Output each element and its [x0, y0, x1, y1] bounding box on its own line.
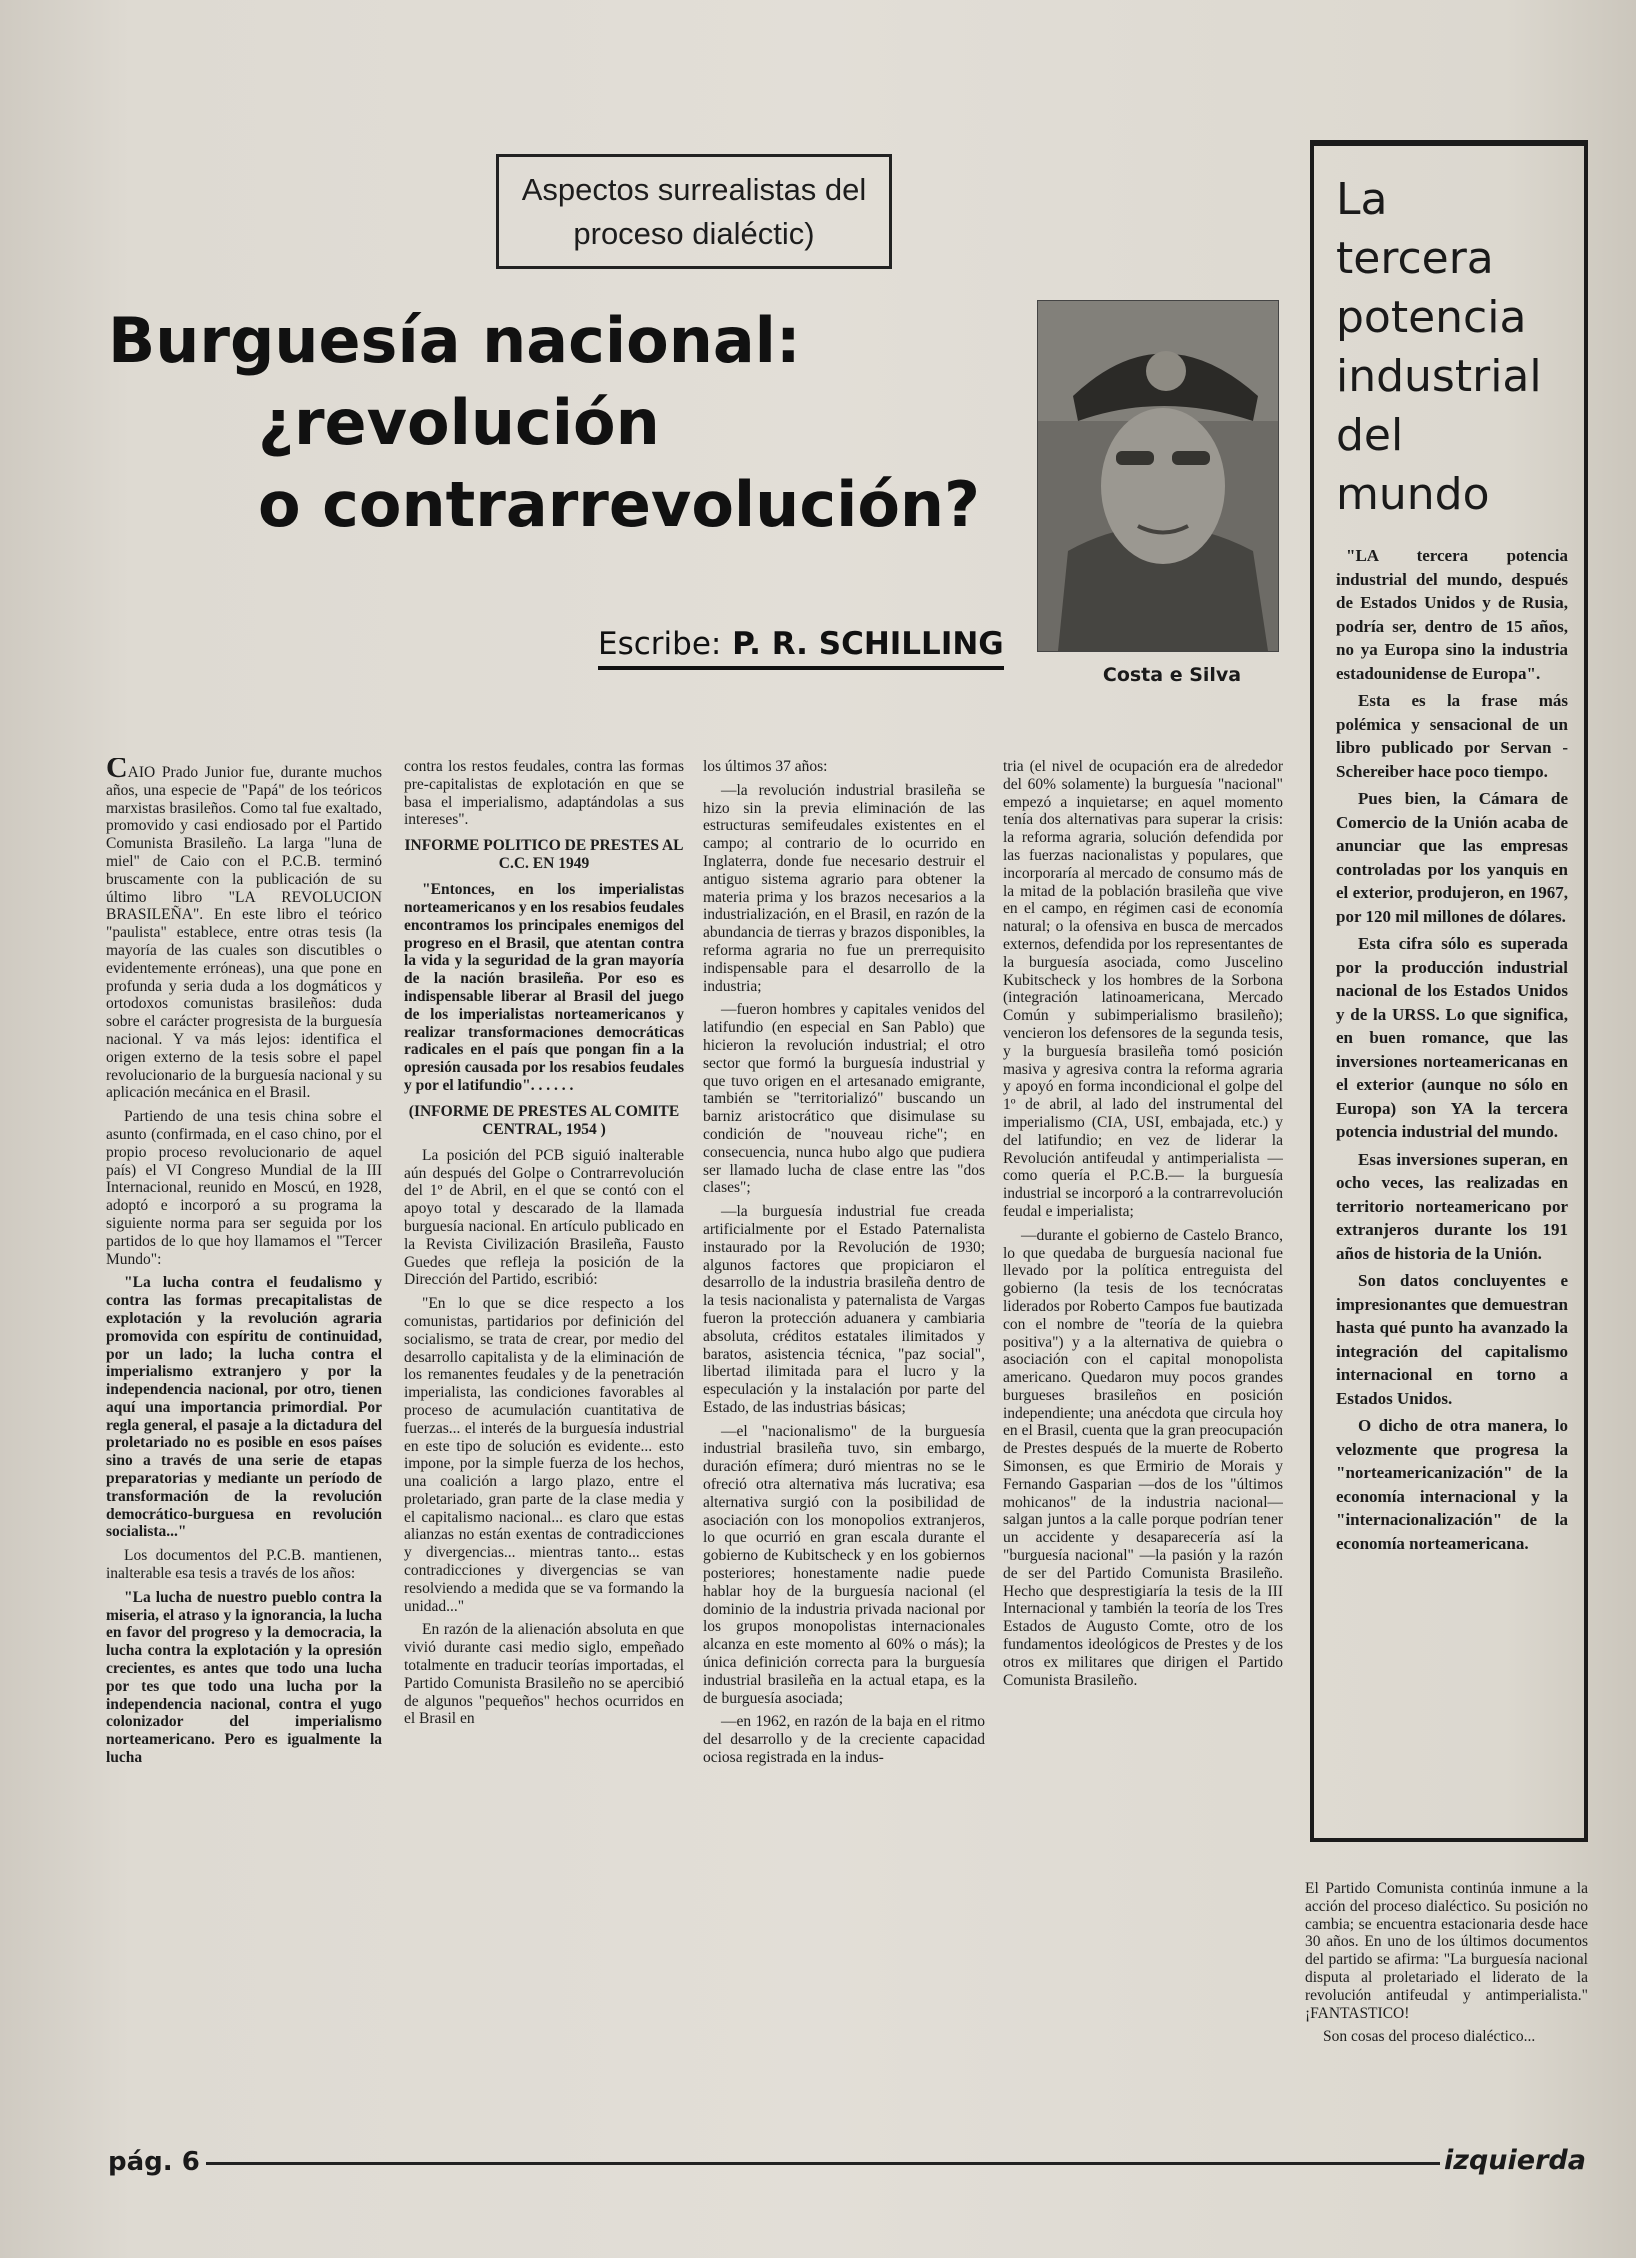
headline-line-3: o contrarrevolución? [258, 468, 981, 541]
sidebar-paragraph-1: "LA tercera potencia industrial del mundo, después de Estados Unidos y de Rusia, podría ser, dentro de 15 años, no ya Europa sino la industria estadounidense de Europa". [1336, 546, 1568, 683]
column-1-quote-1: "La lucha contra el feudalismo y contra las formas precapitalistas de explotación y la revolución agraria promovida con espíritu de continuidad, por un lado; la lucha contra el imperialismo extranjero y por la independencia nacional, por otro, tienen aquí una importancia primordial. Por regla general, el pasaje a la dictadura del proletariado no es posible en esos países sino a través de una serie de etapas preparatorias y mediante un período de transformación de la revolución democrático-burguesa en revolución socialista..." [106, 1274, 382, 1541]
sidebar-paragraph-7: O dicho de otra manera, lo velozmente que progresa la "norteamericanización" de la economía internacional y la "internacionalización" de la economía norteamericana. [1336, 1416, 1568, 1553]
column-2-quote-1: "Entonces, en los imperialistas norteamericanos y en los resabios feudales encontramos los principales enemigos del progreso en el Brasil, que atentan contra la vida y la seguridad de la gran mayoría de la nación brasileña. Por eso es indispensable liberar al Brasil del juego de los imperialistas norteamericanos y realizar transformaciones democráticas radicales en el país que pongan fin a la opresión causada por los resabios feudales y por el latifundio". . . . . . [404, 881, 684, 1094]
column-3-paragraph-3: —fueron hombres y capitales venidos del latifundio (en especial en San Pablo) que hicieron la revolución industrial; el otro sector que formó la burguesía industrial y que tuvo origen en el artesanado emigrante, también se "territorializó" buscando un barniz aristocrático que disimulase su condición de "nouveau riche"; en consecuencia, nunca hubo algo que pudiera ser llamado lucha de clase entre las "dos clases"; [703, 1001, 985, 1197]
column-2-paragraph-2: La posición del PCB siguió inalterable aún después del Golpe o Contrarrevolución del 1º de Abril, en el que se contó con el apoyo total y descarado de la llamada burguesía nacional. En artículo publicado en la Revista Civilización Brasileña, Fausto Guedes que refleja la posición de la Dirección del Partido, escribió: [404, 1146, 684, 1289]
photo-caption: Costa e Silva [1102, 664, 1242, 686]
column-3-paragraph-5: —el "nacionalismo" de la burguesía industrial brasileña tuvo, sin embargo, duración efímera; duró mientras no se le ofreció otra alternativa más lucrativa; esa alternativa surgió con la posibilidad de asociación con los monopolios extranjeros, lo que ocurrió en gran escala durante el gobierno de Kubitscheck y en los gobiernos posteriores; honestamente nadie puede hablar hoy de la burguesía nacional (el dominio de la industria privada nacional por los grupos monopolistas internacionales alcanza en este momento al 60% o más); la única definición correcta para la burguesía industrial brasileña en la actual etapa, es la de burguesía asociada; [703, 1422, 985, 1707]
article-column-5 [1305, 1880, 1588, 2080]
column-5-paragraph-1: El Partido Comunista continúa inmune a la acción del proceso dialéctico. Su posición no cambia; se encuentra estacionaria desde hace 30 años. En uno de los últimos documentos del partido se afirma: "La burguesía nacional disputa al proletariado el liderato de la revolución antifeudal y antimperialista." ¡FANTASTICO! [1305, 1880, 1588, 2022]
footer-rule [206, 2162, 1440, 2165]
sidebar-paragraph-3: Pues bien, la Cámara de Comercio de la Unión acaba de anunciar que las empresas controladas por los yanquis en el exterior, produjeron, en 1967, por 120 mil millones de dólares. [1336, 789, 1568, 926]
sidebar-box [1310, 140, 1588, 1842]
column-2-subhead-2: (INFORME DE PRESTES AL COMITE CENTRAL, 1954 ) [408, 1102, 680, 1138]
kicker-line-1: Aspectos surrealistas del [521, 171, 867, 207]
article-column-2 [404, 758, 684, 2108]
column-1-paragraph-1 [106, 758, 382, 1102]
page-number: pág. 6 [108, 2147, 200, 2177]
byline [598, 626, 1004, 670]
article-column-1 [106, 758, 382, 2108]
article-column-3 [703, 758, 985, 2108]
column-3-paragraph-4: —la burguesía industrial fue creada artificialmente por el Estado Paternalista instaurado por la Revolución de 1930; algunos factores que propiciaron el desarrollo de la industria brasileña dentro de la tesis nacionalista y paternalista de Vargas fueron la protección aduanera y cambiaria absoluta, créditos estatales ilimitados y baratos, asistencia técnica, "paz social", libertad ilimitada para el lucro y la especulación y la instalación por parte del Estado, de las industrias básicas; [703, 1203, 985, 1416]
column-1-paragraph-3: Los documentos del P.C.B. mantienen, inalterable esa tesis a través de los años: [106, 1547, 382, 1583]
headline-line-1: Burguesía nacional: [108, 304, 801, 377]
column-1-paragraph-2: Partiendo de una tesis china sobre el asunto (confirmada, en el caso chino, por el propio proceso revolucionario de aquel país) el VI Congreso Mundial de la III Internacional, reunido en Moscú, en 1928, adoptó e incorporó a su programa la siguiente norma para ser seguida por los partidos de lo que hoy llamamos el "Tercer Mundo": [106, 1108, 382, 1268]
sidebar-title-line-5: del [1336, 410, 1404, 461]
kicker-line-2: proceso dialéctic) [573, 215, 815, 251]
kicker-box [496, 154, 892, 269]
column-3-paragraph-1: los últimos 37 años: [703, 758, 828, 775]
column-1-quote-2: "La lucha de nuestro pueblo contra la miseria, el atraso y la ignorancia, la lucha en favor del progreso y la democracia, la lucha contra la explotación y la opresión crecientes, es antes que todo una lucha por tes que todo una lucha por la independencia nacional, contra el yugo colonizador del imperialismo norteamericano. Pero es igualmente la lucha [106, 1588, 382, 1767]
column-3-paragraph-2: —la revolución industrial brasileña se hizo sin la previa eliminación de las estructuras semifeudales existentes en el campo; al contrario de lo ocurrido en Inglaterra, donde fue necesario destruir el antiguo sistema agrario para obtener la materia prima y los brazos necesarios a la industrialización, en el Brasil, en razón de la abundancia de tierras y brazos disponibles, la reforma agraria no fue un prerrequisito indispensable para el desarrollo de la industria; [703, 781, 985, 995]
sidebar-paragraph-5: Esas inversiones superan, en ocho veces, las realizadas en territorio norteamericano por extranjeros durante los 191 años de historia de la Unión. [1336, 1149, 1568, 1263]
drop-cap: C [106, 758, 128, 784]
sidebar-title-line-3: potencia [1336, 292, 1527, 343]
sidebar-title-line-1: La [1336, 174, 1388, 225]
sidebar-title [1336, 170, 1568, 524]
column-4-paragraph-2: —durante el gobierno de Castelo Branco, lo que quedaba de burguesía nacional fue llevado por la política entreguista del gobierno (la tesis de los tecnócratas liderados por Roberto Campos fue bautizada con el nombre de "teoría de la quiebra positiva") y a la alternativa de quiebra o asociación con el capital monopolista americano. Quedaron muy pocos grandes burgueses brasileños en posición independiente; una anécdota que circula hoy en el Brasil, cuenta que la gran preocupación de Prestes después de la muerte de Roberto Simonsen, es que Ermirio de Morais y Fernando Gasparian —dos de los "últimos mohicanos" de la industria nacional— salgan juntos a la calle porque podrían tener un accidente y desaparecería así la "burguesía nacional" —la pasión y la razón de ser del Partido Comunista Brasileño. Hecho que desprestigiaría la tesis de la III Internacional y también la teoría de los Tres Estados de Augusto Comte, otro de los fundamentos ideológicos de Prestes y de los otros ex militares que dirigen el Partido Comunista Brasileño. [1003, 1226, 1283, 1689]
article-column-4 [1003, 758, 1283, 2108]
column-2-quote-2: "En lo que se dice respecto a los comunistas, partidarios por definición del socialismo, se trata de crear, por medio del desarrollo capitalista y de la eliminación de los remanentes feudales y de la penetración imperialista, las condiciones favorables al proceso de acumulación cuantitativa de fuerzas... el interés de la burguesía industrial en este tipo de solución es evidente... esto impone, por la simple fuerza de los hechos, una coalición a largo plazo, entre el proletariado, gran parte de la clase media y el capitalismo nacional... es claro que estas alianzas no están exentas de contradicciones y divergencias... mientras tanto... estas contradicciones y divergencias se van resolviendo a medida que se va formando la unidad..." [404, 1295, 684, 1615]
sidebar-paragraph-2: Esta es la frase más polémica y sensacional de un libro publicado por Servan - Schereiber hace poco tiempo. [1336, 691, 1568, 781]
byline-prefix: Escribe: [598, 626, 722, 662]
column-2-paragraph-1: contra los restos feudales, contra las formas pre-capitalistas de explotación en que se basa el imperialismo, adaptándolas a sus intereses". [404, 758, 684, 829]
column-2-subhead-1: INFORME POLITICO DE PRESTES AL C.C. EN 1949 [404, 837, 684, 873]
column-5-paragraph-2: Son cosas del proceso dialéctico... [1323, 2028, 1536, 2046]
column-1-paragraph-1-text: AIO Prado Junior fue, durante muchos años, una especie de "Papá" de los teóricos marxistas brasileños. Como tal fue exaltado, promovido y casi endiosado por el Partido Comunista Brasileño. La larga "luna de miel" de Caio con el P.C.B. terminó bruscamente con la publicación de su último libro "LA REVOLUCION BRASILEÑA". En este libro el teórico "paulista" establece, entre otras tesis (la mayoría de las cuales son discutibles o evidentemente erróneas), una que pone en profunda y seria duda a los dogmáticos y ortodoxos comunistas brasileños: duda sobre el carácter progresista de la burguesía nacional. Y va más lejos: identifica el origen externo de la tesis sobre el papel revolucionario de la burguesía nacional y su aplicación mecánica en el Brasil. [106, 764, 382, 1102]
portrait-photo-illustration [1038, 301, 1278, 651]
article-headline [108, 300, 1008, 546]
sidebar-title-line-2: tercera [1336, 233, 1494, 284]
column-2-paragraph-3: En razón de la alienación absoluta en que vivió durante casi medio siglo, empeñado totalmente en traducir teorías importadas, el Partido Comunista Brasileño no se apercibió de algunos "pequeños" hechos ocurridos en el Brasil en [404, 1621, 684, 1728]
headline-line-2: ¿revolución [258, 386, 660, 459]
magazine-name: izquierda [1444, 2145, 1586, 2176]
sidebar-paragraph-6: Son datos concluyentes e impresionantes que demuestran hasta qué punto ha avanzado la integración del capitalismo internacional en torno a Estados Unidos. [1336, 1271, 1568, 1408]
column-4-paragraph-1: tria (el nivel de ocupación era de alrededor del 60% solamente) la burguesía "nacional" empezó a inquietarse; en aquel momento tenía dos alternativas para superar la crisis: la reforma agraria, solución defendida por las fuerzas nacionalistas y populares, que incorporaría al mercado de consumo más de la mitad de la población brasileña que vive en el campo, en régimen casi de economía natural; o la ofensiva en busca de mercados externos, defendida por los representantes de la burguesía asociada, como Juscelino Kubitscheck y los hombres de la Sorbona (integración latinoamericana, Mercado Común y subimperialismo brasileño); vencieron los defensores de la segunda tesis, y la burguesía brasileña tomó posición masiva y agresiva contra la reforma agraria y apoyó en forma incondicional el golpe del 1º de abril, al lado del instrumental del imperialismo (CIA, USI, embajada, etc.) y del latifundio; en vez de liderar la Revolución antifeudal y antimperialista — como quería el P.C.B.— la burguesía industrial se incorporó a la contrarrevolución feudal e imperialista; [1003, 758, 1283, 1220]
sidebar-paragraph-4: Esta cifra sólo es superada por la producción industrial nacional de los Estados Unidos y de la URSS. Lo que significa, en buen romance, que las inversiones norteamericanas en el exterior (aunque no sólo en Europa) son YA la tercera potencia industrial del mundo. [1336, 934, 1568, 1141]
sidebar-title-line-6: mundo [1336, 469, 1490, 520]
byline-author: P. R. SCHILLING [732, 626, 1004, 662]
sidebar-title-line-4: industrial [1336, 351, 1542, 402]
sidebar-body [1336, 544, 1568, 1555]
portrait-photo [1037, 300, 1279, 652]
column-3-paragraph-6: —en 1962, en razón de la baja en el ritmo del desarrollo y de la creciente capacidad ociosa registrada en la indus- [703, 1713, 985, 1767]
